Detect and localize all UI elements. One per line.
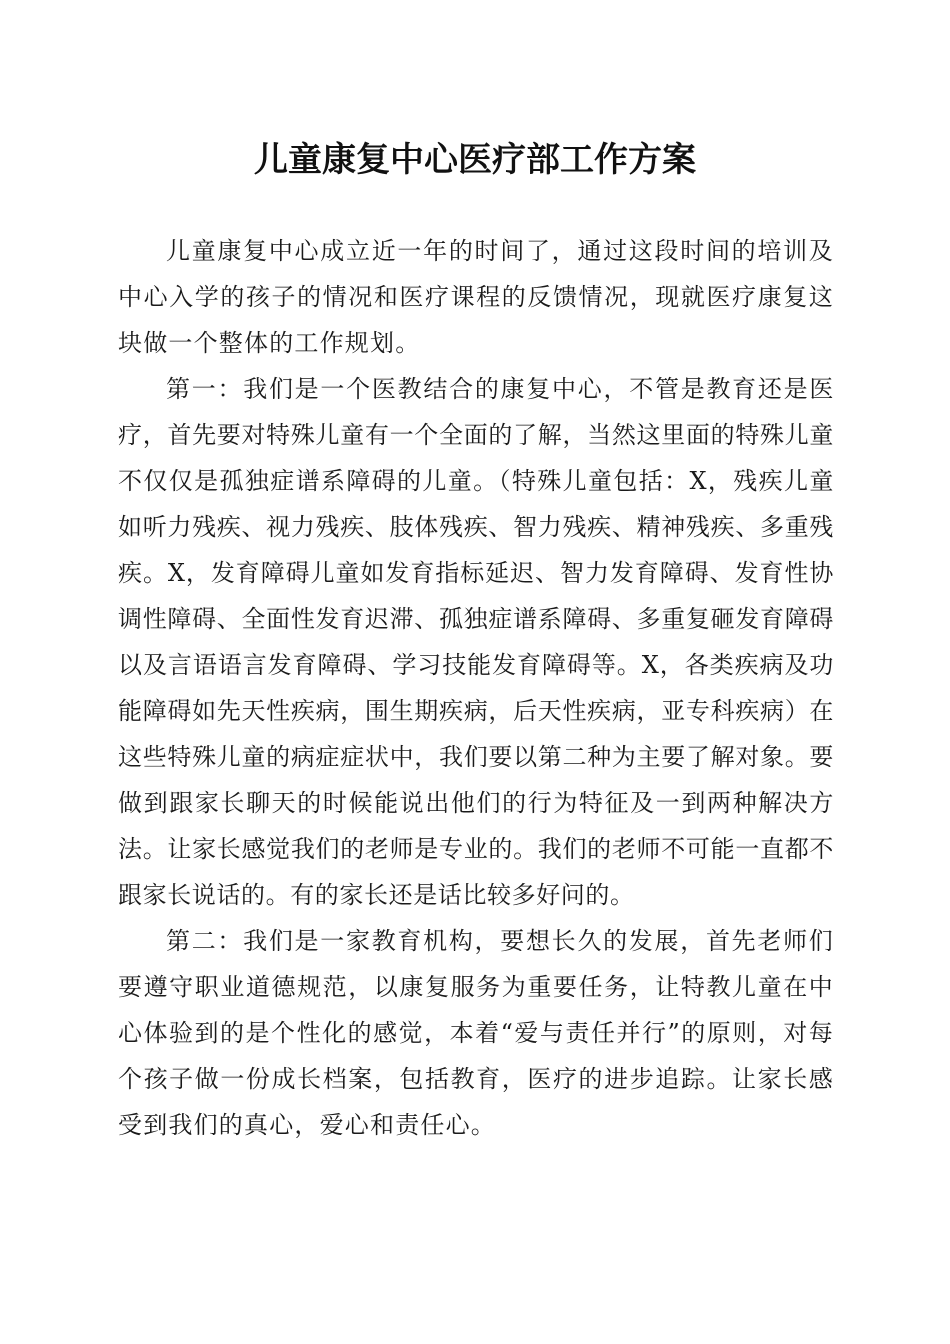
document-body bbox=[118, 228, 834, 1148]
paragraph-first-point: 第一：我们是一个医教结合的康复中心，不管是教育还是医疗，首先要对特殊儿童有一个全面的了解，当然这里面的特殊儿童不仅仅是孤独症谱系障碍的儿童。（特殊儿童包括：X，残疾儿童如听力残疾、视力残疾、肢体残疾、智力残疾、精神残疾、多重残疾。X，发育障碍儿童如发育指标延迟、智力发育障碍、发育性协调性障碍、全面性发育迟滞、孤独症谱系障碍、多重复砸发育障碍以及言语语言发育障碍、学习技能发育障碍等。X，各类疾病及功能障碍如先天性疾病，围生期疾病，后天性疾病，亚专科疾病）在这些特殊儿童的病症症状中，我们要以第二种为主要了解对象。要做到跟家长聊天的时候能说出他们的行为特征及一到两种解决方法。让家长感觉我们的老师是专业的。我们的老师不可能一直都不跟家长说话的。有的家长还是话比较多好问的。 bbox=[118, 375, 834, 909]
document-title: 儿童康复中心医疗部工作方案 bbox=[254, 140, 696, 180]
paragraph-second-point: 第二：我们是一家教育机构，要想长久的发展，首先老师们要遵守职业道德规范，以康复服务为重要任务，让特教儿童在中心体验到的是个性化的感觉，本着“爱与责任并行”的原则，对每个孩子做一份成长档案，包括教育，医疗的进步追踪。让家长感受到我们的真心，爱心和责任心。 bbox=[118, 927, 834, 1139]
paragraph-intro: 儿童康复中心成立近一年的时间了，通过这段时间的培训及中心入学的孩子的情况和医疗课程的反馈情况，现就医疗康复这块做一个整体的工作规划。 bbox=[118, 237, 834, 357]
